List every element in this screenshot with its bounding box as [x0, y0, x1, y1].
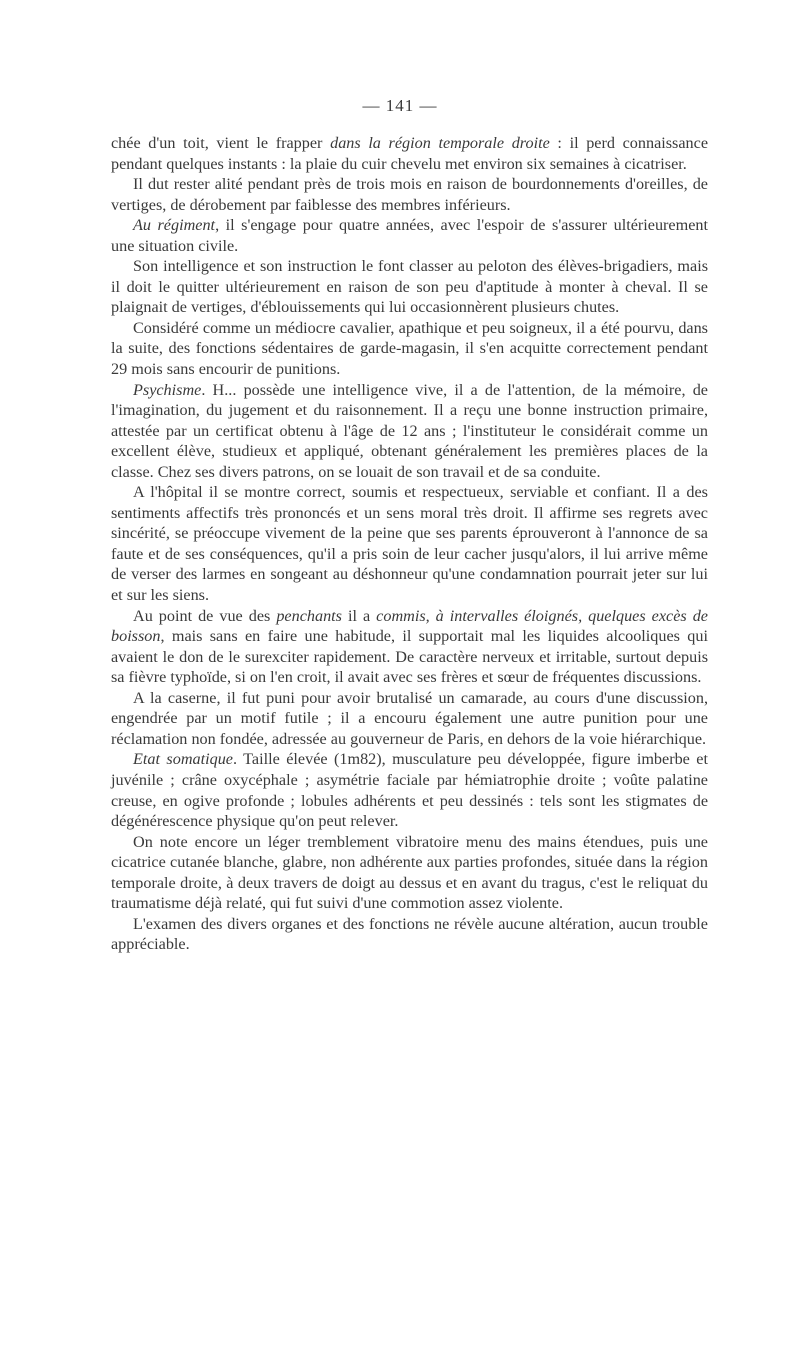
- text-span: . H... possède une intelligence vive, il a de l'attention, de la mémoire, de l'imagination, du jugement et du raisonnement. Il a reçu une bonne instruction primaire, attestée par un certificat obtenu à l'âge de 12 ans ; l'instituteur le considérait comme un excellent élève, studieux et appliqué, obtenant généralement les premières places de la classe. Chez ses divers patrons, on se louait de son travail et de sa conduite.: [111, 380, 708, 481]
- text-span: A l'hôpital il se montre correct, soumis et respectueux, serviable et confiant. Il a des sentiments affectifs très prononcés et un sens moral très droit. Il affirme ses regrets avec sincérité, se préoccupe vivement de la peine que ses parents éprouveront à l'annonce de sa faute et de ses conséquences, qu'il a pris soin de leur cacher jusqu'alors, il lui arrive même de verser des larmes en songeant au déshonneur qu'une condamnation pourrait jeter sur lui et sur les siens.: [111, 483, 708, 605]
- text-span: . Taille élevée (1m82), musculature peu développée, figure imberbe et juvénile ; crâne oxycéphale ; asymétrie faciale par hémiatrophie droite ; voûte palatine creuse, en ogive profonde ; lobules adhérents et peu dessinés : tels sont les stigmates de dégénérescence physique qu'on peut relever.: [111, 750, 708, 831]
- paragraph: [111, 482, 708, 605]
- italic-text: penchants: [276, 606, 342, 625]
- text-span: il a: [341, 606, 377, 625]
- italic-text: Psychisme: [133, 380, 202, 399]
- paragraph: [111, 914, 708, 955]
- text-span: Il dut rester alité pendant près de trois mois en raison de bourdonnements d'oreilles, de vertiges, de dérobement par faiblesse des membres inférieurs.: [111, 175, 708, 214]
- body-text: [111, 133, 708, 955]
- italic-text: Au régiment: [133, 216, 216, 235]
- paragraph: [111, 832, 708, 914]
- paragraph: [111, 606, 708, 688]
- italic-text: Etat somatique: [133, 750, 233, 769]
- paragraph: [111, 380, 708, 483]
- text-span: : il perd connaissance pendant quelques instants : la plaie du cuir chevelu met environ six semaines à cicatriser.: [111, 134, 709, 173]
- text-span: , il s'engage pour quatre années, avec l'espoir de s'assurer ultérieurement une situation civile.: [111, 216, 708, 255]
- text-span: L'examen des divers organes et des fonctions ne révèle aucune altération, aucun trouble appréciable.: [111, 914, 708, 954]
- paragraph: [111, 688, 708, 750]
- italic-text: dans la région temporale droite: [330, 134, 550, 152]
- text-span: Son intelligence et son instruction le font classer au peloton des élèves-brigadiers, mais il doit le quitter ultérieurement en raison de son peu d'aptitude à monter à cheval. Il se plaignait de vertiges, d'éblouissements qui lui occasionnèrent plusieurs chutes.: [111, 257, 708, 317]
- paragraph: [111, 256, 708, 318]
- text-span: Au point de vue des: [133, 606, 277, 625]
- text-span: Considéré comme un médiocre cavalier, apathique et peu soigneux, il a été pourvu, dans la suite, des fonctions sédentaires de garde-magasin, il s'en acquitte correctement pendant 29 mois sans encourir de punitions.: [111, 318, 708, 379]
- text-span: A la caserne, il fut puni pour avoir brutalisé un camarade, au cours d'une discussion, engendrée par un motif futile ; il a encouru également une autre punition pour une réclamation non fondée, adressée au gouverneur de Paris, en dehors de la voie hiérarchique.: [111, 688, 708, 748]
- text-span: On note encore un léger tremblement vibratoire menu des mains étendues, puis une cicatrice cutanée blanche, glabre, non adhérente aux parties profondes, située dans la région temporale droite, à deux travers de doigt au dessus et en avant du tragus, c'est le reliquat du traumatisme déjà relaté, qui fut suivi d'une commotion assez violente.: [111, 832, 708, 913]
- paragraph: [111, 749, 708, 831]
- paragraph: [111, 318, 708, 380]
- paragraph: [111, 174, 708, 215]
- text-span: , mais sans en faire une habitude, il supportait mal les liquides alcooliques qui avaient le don de le surexciter rapidement. De caractère nerveux et irritable, surtout depuis sa fièvre typhoïde, si on l'en croit, il avait avec ses frères et sœur de fréquentes discussions.: [111, 627, 708, 687]
- paragraph: [111, 215, 708, 256]
- page-number: — 141 —: [362, 96, 438, 115]
- paragraph: [111, 133, 708, 174]
- italic-text: commis, à intervalles éloignés, quelques excès de boisson: [111, 606, 708, 646]
- text-span: chée d'un toit, vient le frapper: [111, 134, 331, 152]
